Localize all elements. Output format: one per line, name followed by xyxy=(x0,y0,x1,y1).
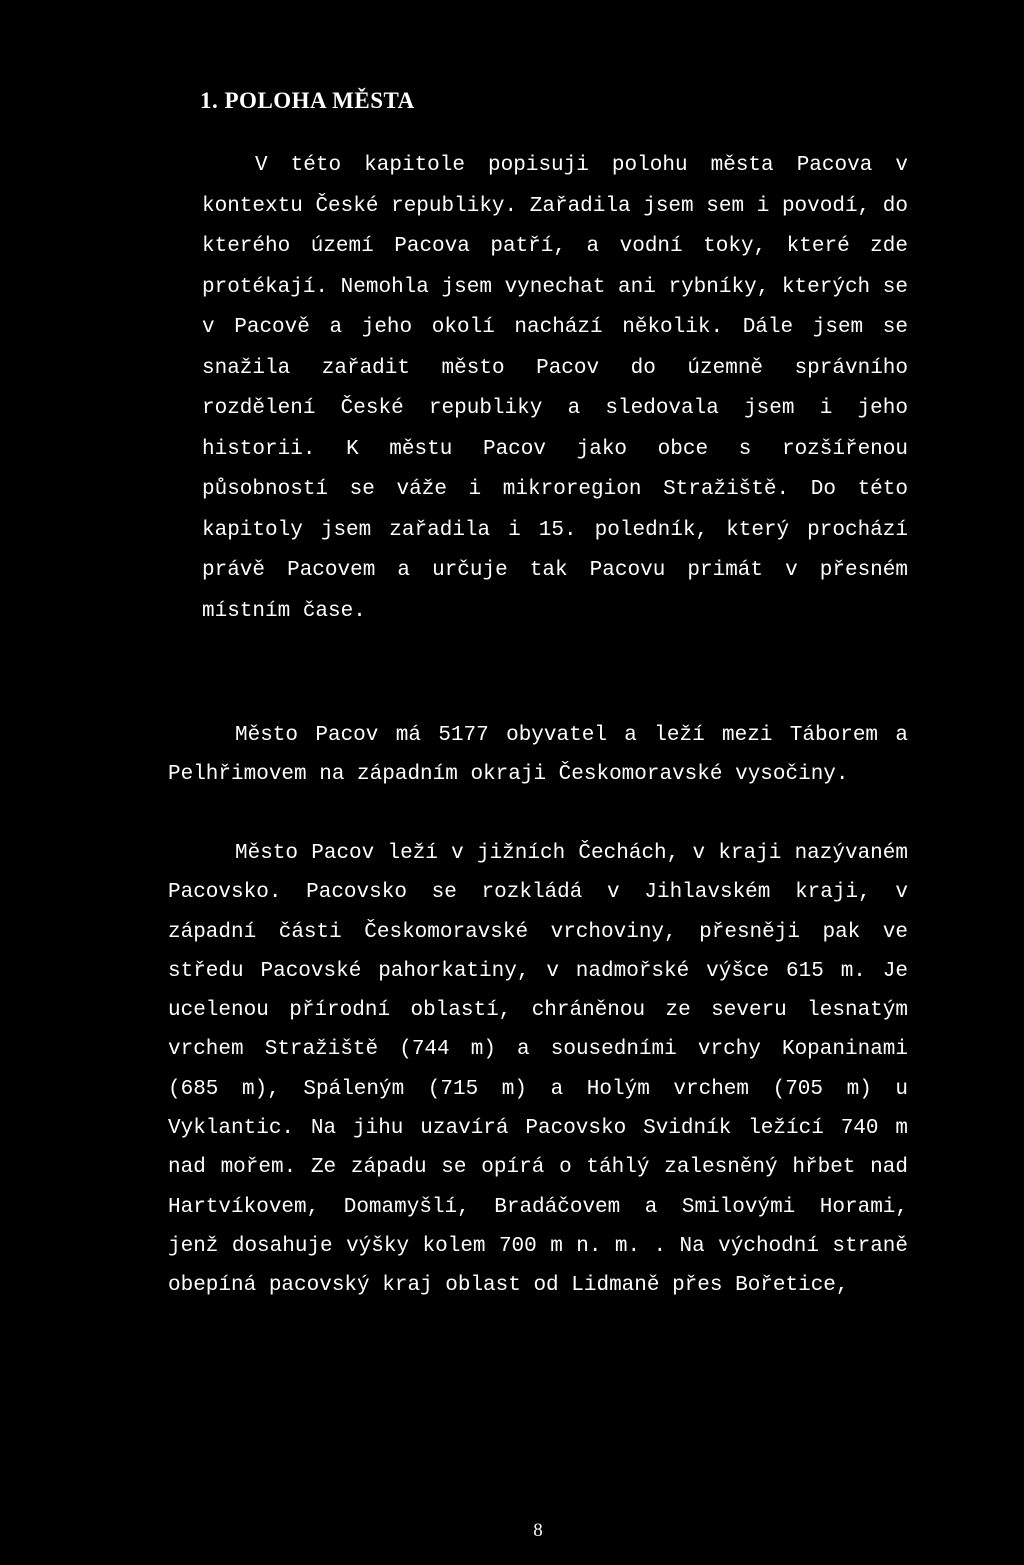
paragraph-geography: Město Pacov leží v jižních Čechách, v kraji nazývaném Pacovsko. Pacovsko se rozkládá v Jihlavském kraji, v západní části Českomoravské vrchoviny, přesněji pak ve středu Pacovské pahorkatiny, v nadmořské výšce 615 m. Je ucelenou přírodní oblastí, chráněnou ze severu lesnatým vrchem Stražiště (744 m) a sousedními vrchy Kopaninami (685 m), Spáleným (715 m) a Holým vrchem (705 m) u Vyklantic. Na jihu uzavírá Pacovsko Svidník ležící 740 m nad mořem. Ze západu se opírá o táhlý zalesněný hřbet nad Hartvíkovem, Domamyšlí, Bradáčovem a Smilovými Horami, jenž dosahuje výšky kolem 700 m n. m. . Na východní straně obepíná pacovský kraj oblast od Lidmaně přes Bořetice, xyxy=(168,842,908,1298)
page-number: 8 xyxy=(533,1520,543,1541)
paragraph-population: Město Pacov má 5177 obyvatel a leží mezi Táborem a Pelhřimovem na západním okraji Českomoravské vysočiny. xyxy=(168,724,908,786)
section-heading: 1. POLOHA MĚSTA xyxy=(200,88,415,113)
paragraph-chapter-intro: V této kapitole popisuji polohu města Pacova v kontextu České republiky. Zařadila jsem sem i povodí, do kterého území Pacova patří, a vodní toky, které zde protékají. Nemohla jsem vynechat ani rybníky, kterých se v Pacově a jeho okolí nachází několik. Dále jsem se snažila zařadit město Pacov do územně správního rozdělení České republiky a sledovala jsem i jeho historii. K městu Pacov jako obce s rozšířenou působností se váže i mikroregion Stražiště. Do této kapitoly jsem zařadila i 15. poledník, který prochází právě Pacovem a určuje tak Pacovu primát v přesném místním čase. xyxy=(202,154,908,623)
